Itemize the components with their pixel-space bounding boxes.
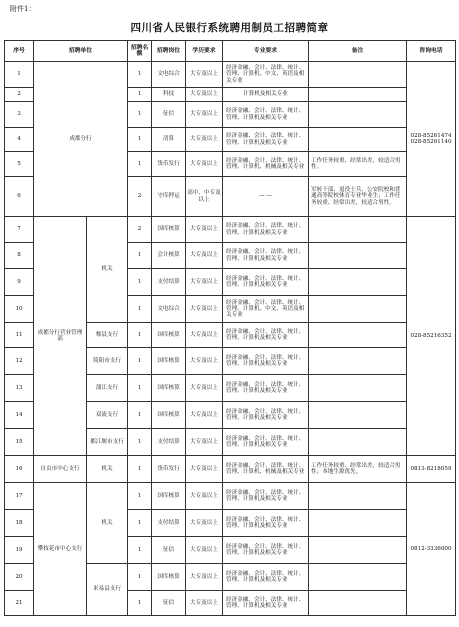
row-number: 9 [5, 269, 34, 296]
edu-cell: 大专及以上 [186, 88, 223, 102]
note-cell [309, 217, 407, 243]
page-title: 四川省人民银行系统聘用制员工招聘简章 [130, 22, 329, 34]
edu-cell: 大专及以上 [186, 402, 223, 429]
count-cell: 2 [128, 177, 152, 217]
note-cell [309, 348, 407, 375]
major-cell: 经济金融、会计、法律、统计、管理、计算机及相关专业 [223, 564, 309, 591]
row-number: 17 [5, 483, 34, 510]
row-number: 8 [5, 243, 34, 269]
note-cell [309, 483, 407, 510]
edu-cell: 大专及以上 [186, 102, 223, 128]
count-cell: 1 [128, 269, 152, 296]
row-number: 2 [5, 88, 34, 102]
count-cell: 1 [128, 591, 152, 616]
count-cell: 1 [128, 375, 152, 402]
sub-unit-cell: 简阳市支行 [87, 348, 128, 375]
note-cell [309, 243, 407, 269]
edu-cell: 大专及以上 [186, 375, 223, 402]
note-cell [309, 62, 407, 88]
unit-cell: 成都分行 [34, 62, 128, 217]
row-number: 5 [5, 152, 34, 177]
row-number: 6 [5, 177, 34, 217]
count-cell: 1 [128, 510, 152, 537]
row-number: 1 [5, 62, 34, 88]
post-cell: 征信 [152, 537, 186, 564]
post-cell: 支付结算 [152, 269, 186, 296]
row-number: 12 [5, 348, 34, 375]
major-cell: 经济金融、会计、法律、统计、管理、计算机及相关专业 [223, 269, 309, 296]
post-cell: 清算 [152, 128, 186, 152]
unit-cell: 自贡市中心支行 [34, 456, 87, 483]
edu-cell: 大专及以上 [186, 429, 223, 456]
header-cell-major: 专业要求 [223, 41, 309, 62]
edu-cell: 大专及以上 [186, 243, 223, 269]
post-cell: 支付结算 [152, 510, 186, 537]
post-cell: 文电综合 [152, 62, 186, 88]
note-cell [309, 88, 407, 102]
count-cell: 1 [128, 323, 152, 348]
note-cell [309, 375, 407, 402]
post-cell: 科技 [152, 88, 186, 102]
major-cell: 经济金融、会计、法律、统计、管理、计算机及相关专业 [223, 402, 309, 429]
count-cell: 1 [128, 402, 152, 429]
header-cell-unit: 招聘单位 [34, 41, 128, 62]
row-number: 3 [5, 102, 34, 128]
edu-cell: 大专及以上 [186, 217, 223, 243]
major-cell: 经济金融、会计、法律、统计、管理、计算机、机械及相关专业 [223, 152, 309, 177]
edu-cell: 大专及以上 [186, 537, 223, 564]
edu-cell: 高中、中专及以上 [186, 177, 223, 217]
post-cell: 国库核算 [152, 402, 186, 429]
edu-cell: 大专及以上 [186, 456, 223, 483]
note-cell [309, 102, 407, 128]
major-cell: — — [223, 177, 309, 217]
unit-cell: 成都分行营业管理部 [34, 217, 87, 456]
sub-unit-cell: 蒲江支行 [87, 375, 128, 402]
table-row [5, 456, 456, 483]
recruitment-table [4, 40, 456, 616]
post-cell: 会计核算 [152, 243, 186, 269]
note-cell [309, 402, 407, 429]
count-cell: 1 [128, 152, 152, 177]
count-cell: 1 [128, 429, 152, 456]
edu-cell: 大专及以上 [186, 564, 223, 591]
count-cell: 1 [128, 483, 152, 510]
row-number: 4 [5, 128, 34, 152]
note-cell [309, 128, 407, 152]
row-number: 16 [5, 456, 34, 483]
note-cell [309, 296, 407, 323]
count-cell: 2 [128, 217, 152, 243]
sub-unit-cell: 机关 [87, 217, 128, 323]
header-cell-edu: 学历要求 [186, 41, 223, 62]
sub-unit-cell: 都江堰市支行 [87, 429, 128, 456]
header-cell-phone: 咨询电话 [407, 41, 456, 62]
post-cell: 国库核算 [152, 564, 186, 591]
row-number: 13 [5, 375, 34, 402]
note-cell: 工作任务较重、经常出差，较适合男性；本地生源优先。 [309, 456, 407, 483]
sub-unit-cell: 机关 [87, 483, 128, 564]
header-cell-note: 备注 [309, 41, 407, 62]
post-cell: 文电综合 [152, 296, 186, 323]
row-number: 11 [5, 323, 34, 348]
post-cell: 支付结算 [152, 429, 186, 456]
sub-unit-cell: 米易县支行 [87, 564, 128, 616]
count-cell: 1 [128, 62, 152, 88]
edu-cell: 大专及以上 [186, 483, 223, 510]
major-cell: 计算机及相关专业 [223, 88, 309, 102]
table-row [5, 217, 456, 243]
row-number: 14 [5, 402, 34, 429]
edu-cell: 大专及以上 [186, 591, 223, 616]
note-cell [309, 564, 407, 591]
note-cell: 军转干部、退役士兵、公安院校和普通高等院校体育专业毕业生；工作任务较重、经常出差，较适合男性。 [309, 177, 407, 217]
edu-cell: 大专及以上 [186, 323, 223, 348]
edu-cell: 大专及以上 [186, 296, 223, 323]
count-cell: 1 [128, 243, 152, 269]
post-cell: 国库核算 [152, 375, 186, 402]
table-header-row [5, 41, 456, 62]
phone-cell: 0812-3336000 [407, 483, 456, 616]
count-cell: 1 [128, 348, 152, 375]
row-number: 20 [5, 564, 34, 591]
post-cell: 征信 [152, 591, 186, 616]
major-cell: 经济金融、会计、法律、统计、管理、计算机及相关专业 [223, 510, 309, 537]
edu-cell: 大专及以上 [186, 62, 223, 88]
post-cell: 国库核算 [152, 348, 186, 375]
table-row [5, 62, 456, 88]
edu-cell: 大专及以上 [186, 152, 223, 177]
header-cell-no: 序号 [5, 41, 34, 62]
major-cell: 经济金融、会计、法律、统计、管理、计算机及相关专业 [223, 429, 309, 456]
major-cell: 经济金融、会计、法律、统计、管理、计算机及相关专业 [223, 128, 309, 152]
phone-cell: 0813-8218059 [407, 456, 456, 483]
header-cell-count: 招聘名额 [128, 41, 152, 62]
post-cell: 国库核算 [152, 217, 186, 243]
annex-label: 附件1： [10, 5, 36, 13]
post-cell: 国库核算 [152, 323, 186, 348]
sub-unit-cell: 机关 [87, 456, 128, 483]
major-cell: 经济金融、会计、法律、统计、管理、计算机及相关专业 [223, 323, 309, 348]
major-cell: 经济金融、会计、法律、统计、管理、计算机、中文、英语及相关专业 [223, 296, 309, 323]
phone-cell: 028-85216352 [407, 217, 456, 456]
row-number: 15 [5, 429, 34, 456]
major-cell: 经济金融、会计、法律、统计、管理、计算机及相关专业 [223, 537, 309, 564]
row-number: 7 [5, 217, 34, 243]
edu-cell: 大专及以上 [186, 510, 223, 537]
count-cell: 1 [128, 88, 152, 102]
row-number: 10 [5, 296, 34, 323]
major-cell: 经济金融、会计、法律、统计、管理、计算机、机械及相关专业 [223, 456, 309, 483]
edu-cell: 大专及以上 [186, 269, 223, 296]
note-cell [309, 429, 407, 456]
count-cell: 1 [128, 128, 152, 152]
major-cell: 经济金融、会计、法律、统计、管理、计算机及相关专业 [223, 102, 309, 128]
note-cell [309, 537, 407, 564]
note-cell [309, 269, 407, 296]
unit-cell: 攀枝花市中心支行 [34, 483, 87, 616]
post-cell: 征信 [152, 102, 186, 128]
count-cell: 1 [128, 564, 152, 591]
note-cell [309, 323, 407, 348]
table-row [5, 483, 456, 510]
major-cell: 经济金融、会计、法律、统计、管理、计算机及相关专业 [223, 217, 309, 243]
row-number: 18 [5, 510, 34, 537]
count-cell: 1 [128, 537, 152, 564]
major-cell: 经济金融、会计、法律、统计、管理、计算机及相关专业 [223, 483, 309, 510]
post-cell: 货币发行 [152, 456, 186, 483]
major-cell: 经济金融、会计、法律、统计、管理、计算机及相关专业 [223, 243, 309, 269]
post-cell: 国库核算 [152, 483, 186, 510]
phone-cell: 028-85261474 028-85261140 [407, 62, 456, 217]
major-cell: 经济金融、会计、法律、统计、管理、计算机及相关专业 [223, 375, 309, 402]
note-cell [309, 591, 407, 616]
note-cell: 工作任务较重、经常出差，较适合男性。 [309, 152, 407, 177]
edu-cell: 大专及以上 [186, 128, 223, 152]
major-cell: 经济金融、会计、法律、统计、管理、计算机、中文、英语及相关专业 [223, 62, 309, 88]
sub-unit-cell: 双流支行 [87, 402, 128, 429]
sub-unit-cell: 郫县支行 [87, 323, 128, 348]
post-cell: 货币发行 [152, 152, 186, 177]
count-cell: 1 [128, 296, 152, 323]
header-cell-post: 招聘岗位 [152, 41, 186, 62]
edu-cell: 大专及以上 [186, 348, 223, 375]
row-number: 21 [5, 591, 34, 616]
row-number: 19 [5, 537, 34, 564]
major-cell: 经济金融、会计、法律、统计、管理、计算机及相关专业 [223, 348, 309, 375]
count-cell: 1 [128, 456, 152, 483]
count-cell: 1 [128, 102, 152, 128]
note-cell [309, 510, 407, 537]
post-cell: 守库押运 [152, 177, 186, 217]
major-cell: 经济金融、会计、法律、统计、管理、计算机及相关专业 [223, 591, 309, 616]
